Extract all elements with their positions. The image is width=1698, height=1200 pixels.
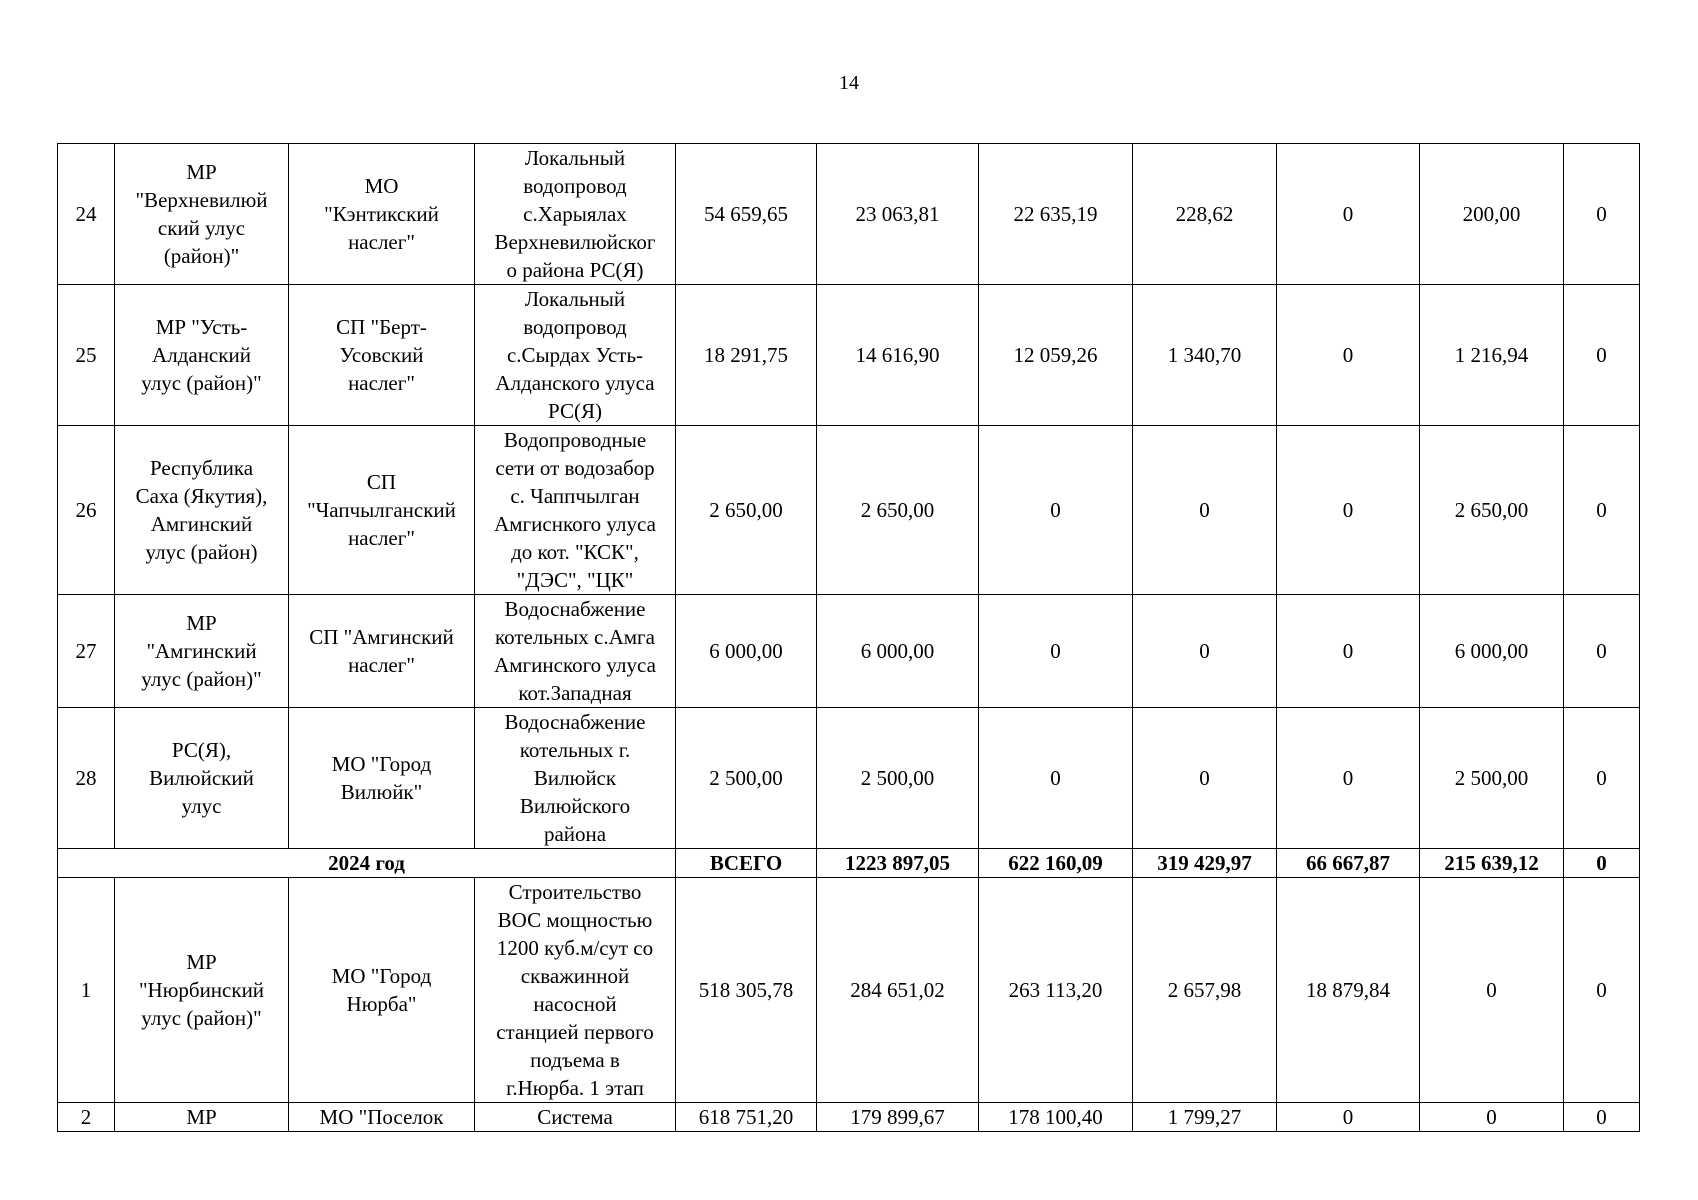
total-cost-cell: 6 000,00	[676, 595, 817, 708]
district-cell: Республика Саха (Якутия), Амгинский улус (район)	[115, 426, 289, 595]
extra-budget-cell: 6 000,00	[1420, 595, 1564, 708]
total-cost-cell: 618 751,20	[676, 1103, 817, 1132]
republic-budget-cell: 0	[1133, 426, 1277, 595]
row-number-cell: 26	[58, 426, 115, 595]
settlement-cell: МО "Город Вилюйк"	[289, 708, 475, 849]
district-cell: МР "Верхневилюй ский улус (район)"	[115, 144, 289, 285]
total-cost-cell: 518 305,78	[676, 878, 817, 1103]
other-cell: 0	[1564, 708, 1640, 849]
local-budget-cell: 0	[1277, 144, 1420, 285]
year-total-row	[58, 849, 1640, 878]
extra-budget-cell: 1 216,94	[1420, 285, 1564, 426]
total-other-cell: 0	[1564, 849, 1640, 878]
federal-budget-cell: 22 635,19	[979, 144, 1133, 285]
settlement-cell: МО "Кэнтикский наслег"	[289, 144, 475, 285]
object-name-cell: Локальный водопровод с.Сырдах Усть- Алданского улуса РС(Я)	[475, 285, 676, 426]
table-row	[58, 144, 1640, 285]
settlement-cell: СП "Берт- Усовский наслег"	[289, 285, 475, 426]
republic-budget-cell: 0	[1133, 708, 1277, 849]
federal-budget-cell: 0	[979, 708, 1133, 849]
object-name-cell: Локальный водопровод с.Харыялах Верхневилюйског о района РС(Я)	[475, 144, 676, 285]
republic-budget-cell: 228,62	[1133, 144, 1277, 285]
extra-budget-cell: 0	[1420, 1103, 1564, 1132]
federal-budget-cell: 263 113,20	[979, 878, 1133, 1103]
federal-budget-cell: 0	[979, 595, 1133, 708]
local-budget-cell: 0	[1277, 1103, 1420, 1132]
row-number-cell: 24	[58, 144, 115, 285]
total-federal-budget-cell: 622 160,09	[979, 849, 1133, 878]
republic-budget-cell: 1 799,27	[1133, 1103, 1277, 1132]
republic-budget-cell: 2 657,98	[1133, 878, 1277, 1103]
republic-budget-cell: 1 340,70	[1133, 285, 1277, 426]
table-row	[58, 595, 1640, 708]
year-label-cell: 2024 год	[58, 849, 676, 878]
total-extra-budget-cell: 215 639,12	[1420, 849, 1564, 878]
district-cell: МР "Нюрбинский улус (район)"	[115, 878, 289, 1103]
other-cell: 0	[1564, 285, 1640, 426]
total-label-cell: ВСЕГО	[676, 849, 817, 878]
financing-total-cell: 179 899,67	[817, 1103, 979, 1132]
other-cell: 0	[1564, 1103, 1640, 1132]
local-budget-cell: 0	[1277, 595, 1420, 708]
table-row	[58, 878, 1640, 1103]
financing-total-cell: 284 651,02	[817, 878, 979, 1103]
object-name-cell: Система	[475, 1103, 676, 1132]
settlement-cell: МО "Город Нюрба"	[289, 878, 475, 1103]
total-republic-budget-cell: 319 429,97	[1133, 849, 1277, 878]
row-number-cell: 27	[58, 595, 115, 708]
row-number-cell: 28	[58, 708, 115, 849]
extra-budget-cell: 2 500,00	[1420, 708, 1564, 849]
district-cell: РС(Я), Вилюйский улус	[115, 708, 289, 849]
financing-total-cell: 6 000,00	[817, 595, 979, 708]
total-cost-cell: 2 500,00	[676, 708, 817, 849]
row-number-cell: 1	[58, 878, 115, 1103]
local-budget-cell: 0	[1277, 708, 1420, 849]
local-budget-cell: 0	[1277, 285, 1420, 426]
object-name-cell: Водоснабжение котельных с.Амга Амгинского улуса кот.Западная	[475, 595, 676, 708]
financing-total-cell: 14 616,90	[817, 285, 979, 426]
district-cell: МР "Усть- Алданский улус (район)"	[115, 285, 289, 426]
total-cost-cell: 2 650,00	[676, 426, 817, 595]
row-number-cell: 2	[58, 1103, 115, 1132]
local-budget-cell: 0	[1277, 426, 1420, 595]
extra-budget-cell: 2 650,00	[1420, 426, 1564, 595]
settlement-cell: СП "Амгинский наслег"	[289, 595, 475, 708]
object-name-cell: Водопроводные сети от водозабор с. Чаппчылган Амгиснкого улуса до кот. "КСК", "ДЭС", "ЦК"	[475, 426, 676, 595]
other-cell: 0	[1564, 878, 1640, 1103]
extra-budget-cell: 200,00	[1420, 144, 1564, 285]
financing-total-cell: 2 650,00	[817, 426, 979, 595]
total-financing-total-cell: 1223 897,05	[817, 849, 979, 878]
financing-total-cell: 23 063,81	[817, 144, 979, 285]
extra-budget-cell: 0	[1420, 878, 1564, 1103]
republic-budget-cell: 0	[1133, 595, 1277, 708]
table-row	[58, 285, 1640, 426]
object-name-cell: Строительство ВОС мощностью 1200 куб.м/сут со скважинной насосной станцией первого подъема в г.Нюрба. 1 этап	[475, 878, 676, 1103]
settlement-cell: СП "Чапчылганский наслег"	[289, 426, 475, 595]
total-cost-cell: 54 659,65	[676, 144, 817, 285]
federal-budget-cell: 0	[979, 426, 1133, 595]
district-cell: МР	[115, 1103, 289, 1132]
total-cost-cell: 18 291,75	[676, 285, 817, 426]
program-table	[57, 143, 1640, 1132]
other-cell: 0	[1564, 595, 1640, 708]
table-row	[58, 1103, 1640, 1132]
other-cell: 0	[1564, 144, 1640, 285]
object-name-cell: Водоснабжение котельных г. Вилюйск Вилюйского района	[475, 708, 676, 849]
table-row	[58, 708, 1640, 849]
financing-total-cell: 2 500,00	[817, 708, 979, 849]
row-number-cell: 25	[58, 285, 115, 426]
federal-budget-cell: 12 059,26	[979, 285, 1133, 426]
local-budget-cell: 18 879,84	[1277, 878, 1420, 1103]
district-cell: МР "Амгинский улус (район)"	[115, 595, 289, 708]
settlement-cell: МО "Поселок	[289, 1103, 475, 1132]
other-cell: 0	[1564, 426, 1640, 595]
federal-budget-cell: 178 100,40	[979, 1103, 1133, 1132]
table-row	[58, 426, 1640, 595]
page-number: 14	[839, 72, 859, 94]
total-local-budget-cell: 66 667,87	[1277, 849, 1420, 878]
